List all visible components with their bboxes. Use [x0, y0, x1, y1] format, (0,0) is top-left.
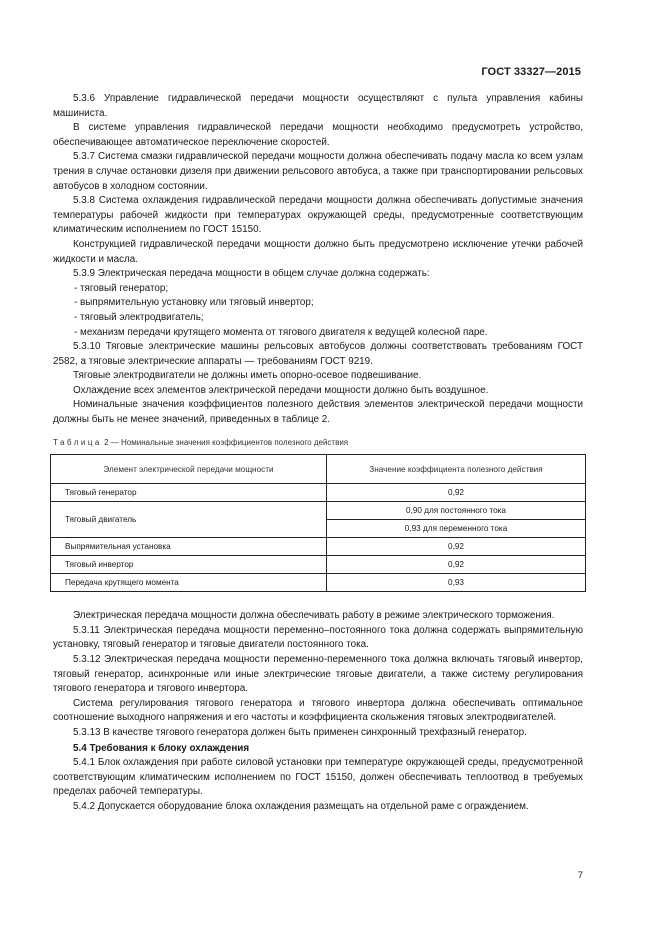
paragraph: В системе управления гидравлической передачи мощности необходимо предусмотреть устройство, обеспечивающее автоматическое переключение скоростей.: [53, 122, 583, 148]
paragraph: Охлаждение всех элементов электрической передачи мощности должно быть воздушное.: [73, 384, 489, 396]
table-caption: [53, 436, 583, 451]
list-item: - тяговый генератор;: [74, 282, 169, 294]
paragraph-5-3-13: 5.3.13 В качестве тягового генератора должен быть применен синхронный трехфазный генератор.: [73, 727, 527, 738]
paragraph: Система регулирования тягового генератора и тягового инвертора должна обеспечивать оптимальное соотношение выходного напряжения и его частоты и коэффициента скольжения тяговых электродвигателей.: [53, 697, 583, 724]
table-header-row: [51, 455, 586, 484]
paragraph-5-3-9: 5.3.9 Электрическая передача мощности в общем случае должна содержать:: [73, 268, 430, 280]
paragraph: Электрическая передача мощности должна обеспечивать работу в режиме электрического торможения.: [73, 610, 555, 622]
table-caption-label: Таблица: [53, 437, 102, 447]
document-body: [53, 92, 583, 815]
list-item: - выпрямительную установку или тяговый инвертор;: [74, 297, 314, 309]
table-cell-value: 0,90 для постоянного тока: [327, 502, 586, 520]
paragraph: Конструкцией гидравлической передачи мощности должно быть предусмотрено исключение утечки рабочей жидкости и масла.: [53, 238, 583, 265]
table-row: [51, 484, 586, 502]
table-cell-element: Выпрямительная установка: [51, 538, 327, 556]
table-header-element: Элемент электрической передачи мощности: [51, 455, 327, 484]
paragraph-5-4-2: 5.4.2 Допускается оборудование блока охлаждения размещать на отдельной раме с ограждением.: [73, 800, 529, 812]
table-row: [51, 574, 586, 592]
table-cell-element: Передача крутящего момента: [51, 574, 327, 592]
paragraph: Номинальные значения коэффициентов полезного действия элементов электрической передачи мощности должны быть не менее значений, приведенных в таблице 2.: [53, 399, 583, 426]
table-cell-element: Тяговый двигатель: [51, 502, 327, 538]
table-cell-value: 0,92: [327, 538, 586, 556]
table-cell-element: Тяговый инвертор: [51, 556, 327, 574]
paragraph-5-3-8: 5.3.8 Система охлаждения гидравлической передачи мощности должна обеспечивать допустимые значения температуры рабочей жидкости при температурах окружающей среды, предусмотренные соответствующим климатическим исполнением по ГОСТ 15150.: [53, 195, 583, 236]
table-caption-text: 2 — Номинальные значения коэффициентов полезного действия: [104, 437, 349, 447]
paragraph-5-3-10: 5.3.10 Тяговые электрические машины рельсовых автобусов должны соответствовать требованиям ГОСТ 2582, а тяговые электрические аппараты — требованиям ГОСТ 9219.: [53, 341, 583, 367]
table-cell-element: Тяговый генератор: [51, 484, 327, 502]
list-item: - тяговый электродвигатель;: [74, 311, 204, 323]
paragraph: Тяговые электродвигатели не должны иметь опорно-осевое подвешивание.: [73, 370, 422, 382]
table-row: [51, 556, 586, 574]
document-code: ГОСТ 33327—2015: [481, 66, 581, 78]
paragraph-5-3-12: 5.3.12 Электрическая передача мощности переменно-переменного тока должна включать тяговый инвертор, тяговый генератор, асинхронные или иные электрические тяговые двигатели, а также систему регулирования тягового генератора и тягового инвертора.: [53, 654, 583, 695]
table-cell-value: 0,93 для переменного тока: [327, 520, 586, 538]
table-cell-value: 0,92: [327, 556, 586, 574]
table-row: [51, 502, 586, 520]
paragraph-5-3-11: 5.3.11 Электрическая передача мощности переменно–постоянного тока должна содержать выпрямительную установку, тяговый генератор и тяговые двигатели постоянного тока.: [53, 624, 583, 651]
table-cell-value: 0,92: [327, 484, 586, 502]
section-heading: 5.4 Требования к блоку охлаждения: [73, 742, 250, 754]
page-number: 7: [577, 870, 583, 881]
paragraph-5-3-7: 5.3.7 Система смазки гидравлической передачи мощности должна обеспечивать подачу масла ко всем узлам трения в случае остановки дизеля при движении рельсового автобуса, а также при транспортировании рельсовых автобусов в холодном состоянии.: [53, 151, 583, 192]
table-cell-value: 0,93: [327, 574, 586, 592]
table-row: [51, 538, 586, 556]
list-item: - механизм передачи крутящего момента от тягового двигателя к ведущей колесной паре.: [74, 326, 488, 338]
table-header-value: Значение коэффициента полезного действия: [327, 455, 586, 484]
paragraph-5-3-6: 5.3.6 Управление гидравлической передачи мощности осуществляют с пульта управления кабины машиниста.: [53, 93, 583, 119]
efficiency-table: [50, 454, 586, 592]
paragraph-5-4-1: 5.4.1 Блок охлаждения при работе силовой установки при температуре окружающей среды, предусмотренной соответствующим климатическим исполнением по ГОСТ 15150, должен обеспечивать теплоотвод в требуемых пределах рабочей температуры.: [53, 757, 583, 798]
